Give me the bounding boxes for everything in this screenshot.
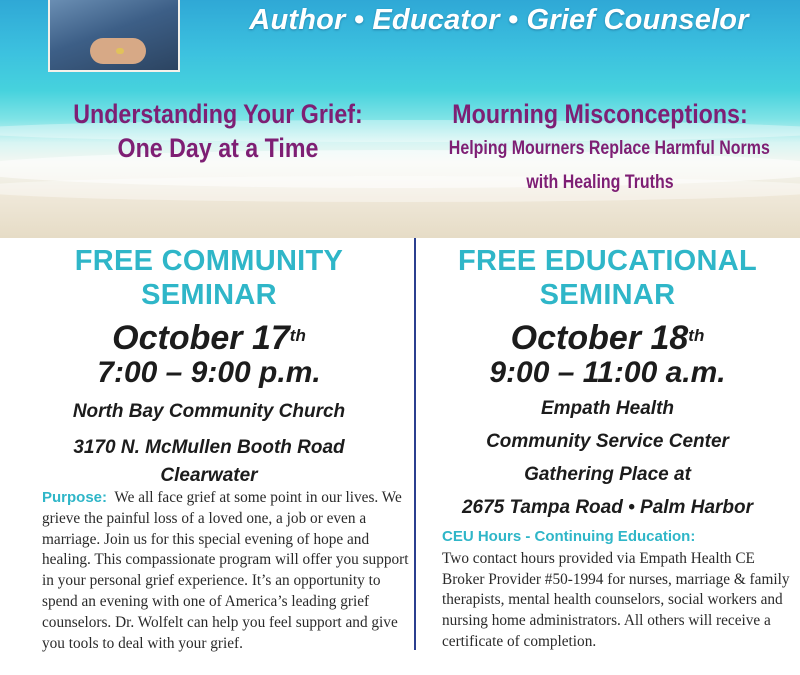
right-subtitle-line1: Helping Mourners Replace Harmful Norms	[448, 138, 770, 159]
beach-banner	[0, 0, 800, 238]
left-event-time: 7:00 – 9:00 p.m.	[97, 356, 321, 389]
ceu-paragraph	[442, 527, 792, 653]
right-subtitle-line2: with Healing Truths	[526, 172, 674, 193]
purpose-label: Purpose:	[42, 489, 108, 506]
purpose-paragraph	[42, 488, 414, 654]
right-date-text: October 18	[510, 319, 689, 357]
educational-seminar-column	[420, 244, 795, 522]
right-venue-center: Community Service Center	[486, 431, 729, 452]
ceu-text: Two contact hours provided via Empath Health CE Broker Provider #50-1994 for nurses, marriage & family therapists, mental health counselors, social workers and nursing home administrators. All others will receive a certificate of completion.	[442, 549, 790, 650]
left-venue-city: Clearwater	[160, 465, 258, 486]
left-title-line2: One Day at a Time	[117, 133, 319, 163]
right-program-title	[420, 97, 780, 197]
right-seminar-heading-line1: FREE EDUCATIONAL	[457, 245, 758, 277]
left-date-suffix: th	[289, 326, 306, 345]
right-venue-place: Gathering Place at	[524, 464, 691, 485]
column-divider	[414, 238, 416, 650]
left-title-line1: Understanding Your Grief:	[73, 99, 363, 129]
ceu-label: CEU Hours - Continuing Education:	[442, 528, 696, 545]
right-event-date	[420, 320, 795, 356]
left-date-text: October 17	[112, 319, 290, 357]
speaker-photo	[48, 0, 180, 72]
right-event-time: 9:00 – 11:00 a.m.	[489, 356, 726, 389]
left-program-title	[38, 97, 398, 165]
left-seminar-heading-line2: SEMINAR	[141, 279, 277, 311]
purpose-text: We all face grief at some point in our lives. We grieve the painful loss of a loved one, a job or even a marriage. Join us for this special evening of hope and healing. This compassionate program will offer you support in your personal grief experience. It’s an opportunity to spend an evening with one of America’s leading grief counselors. Dr. Wolfelt can help you feel support and give you tools to deal with your grief.	[42, 489, 409, 652]
right-venue-name: Empath Health	[540, 398, 675, 419]
tagline: Author • Educator • Grief Counselor	[249, 4, 749, 36]
photo-ring	[116, 48, 124, 54]
right-date-suffix: th	[688, 326, 705, 345]
left-event-date	[14, 320, 404, 356]
left-venue-address: 3170 N. McMullen Booth Road	[73, 437, 345, 458]
community-seminar-column	[14, 244, 404, 490]
left-venue-name: North Bay Community Church	[72, 401, 346, 422]
right-title-line1: Mourning Misconceptions:	[452, 99, 748, 129]
right-seminar-heading-line2: SEMINAR	[539, 279, 676, 311]
right-venue-address: 2675 Tampa Road • Palm Harbor	[461, 497, 754, 518]
left-seminar-heading-line1: FREE COMMUNITY	[74, 245, 344, 277]
